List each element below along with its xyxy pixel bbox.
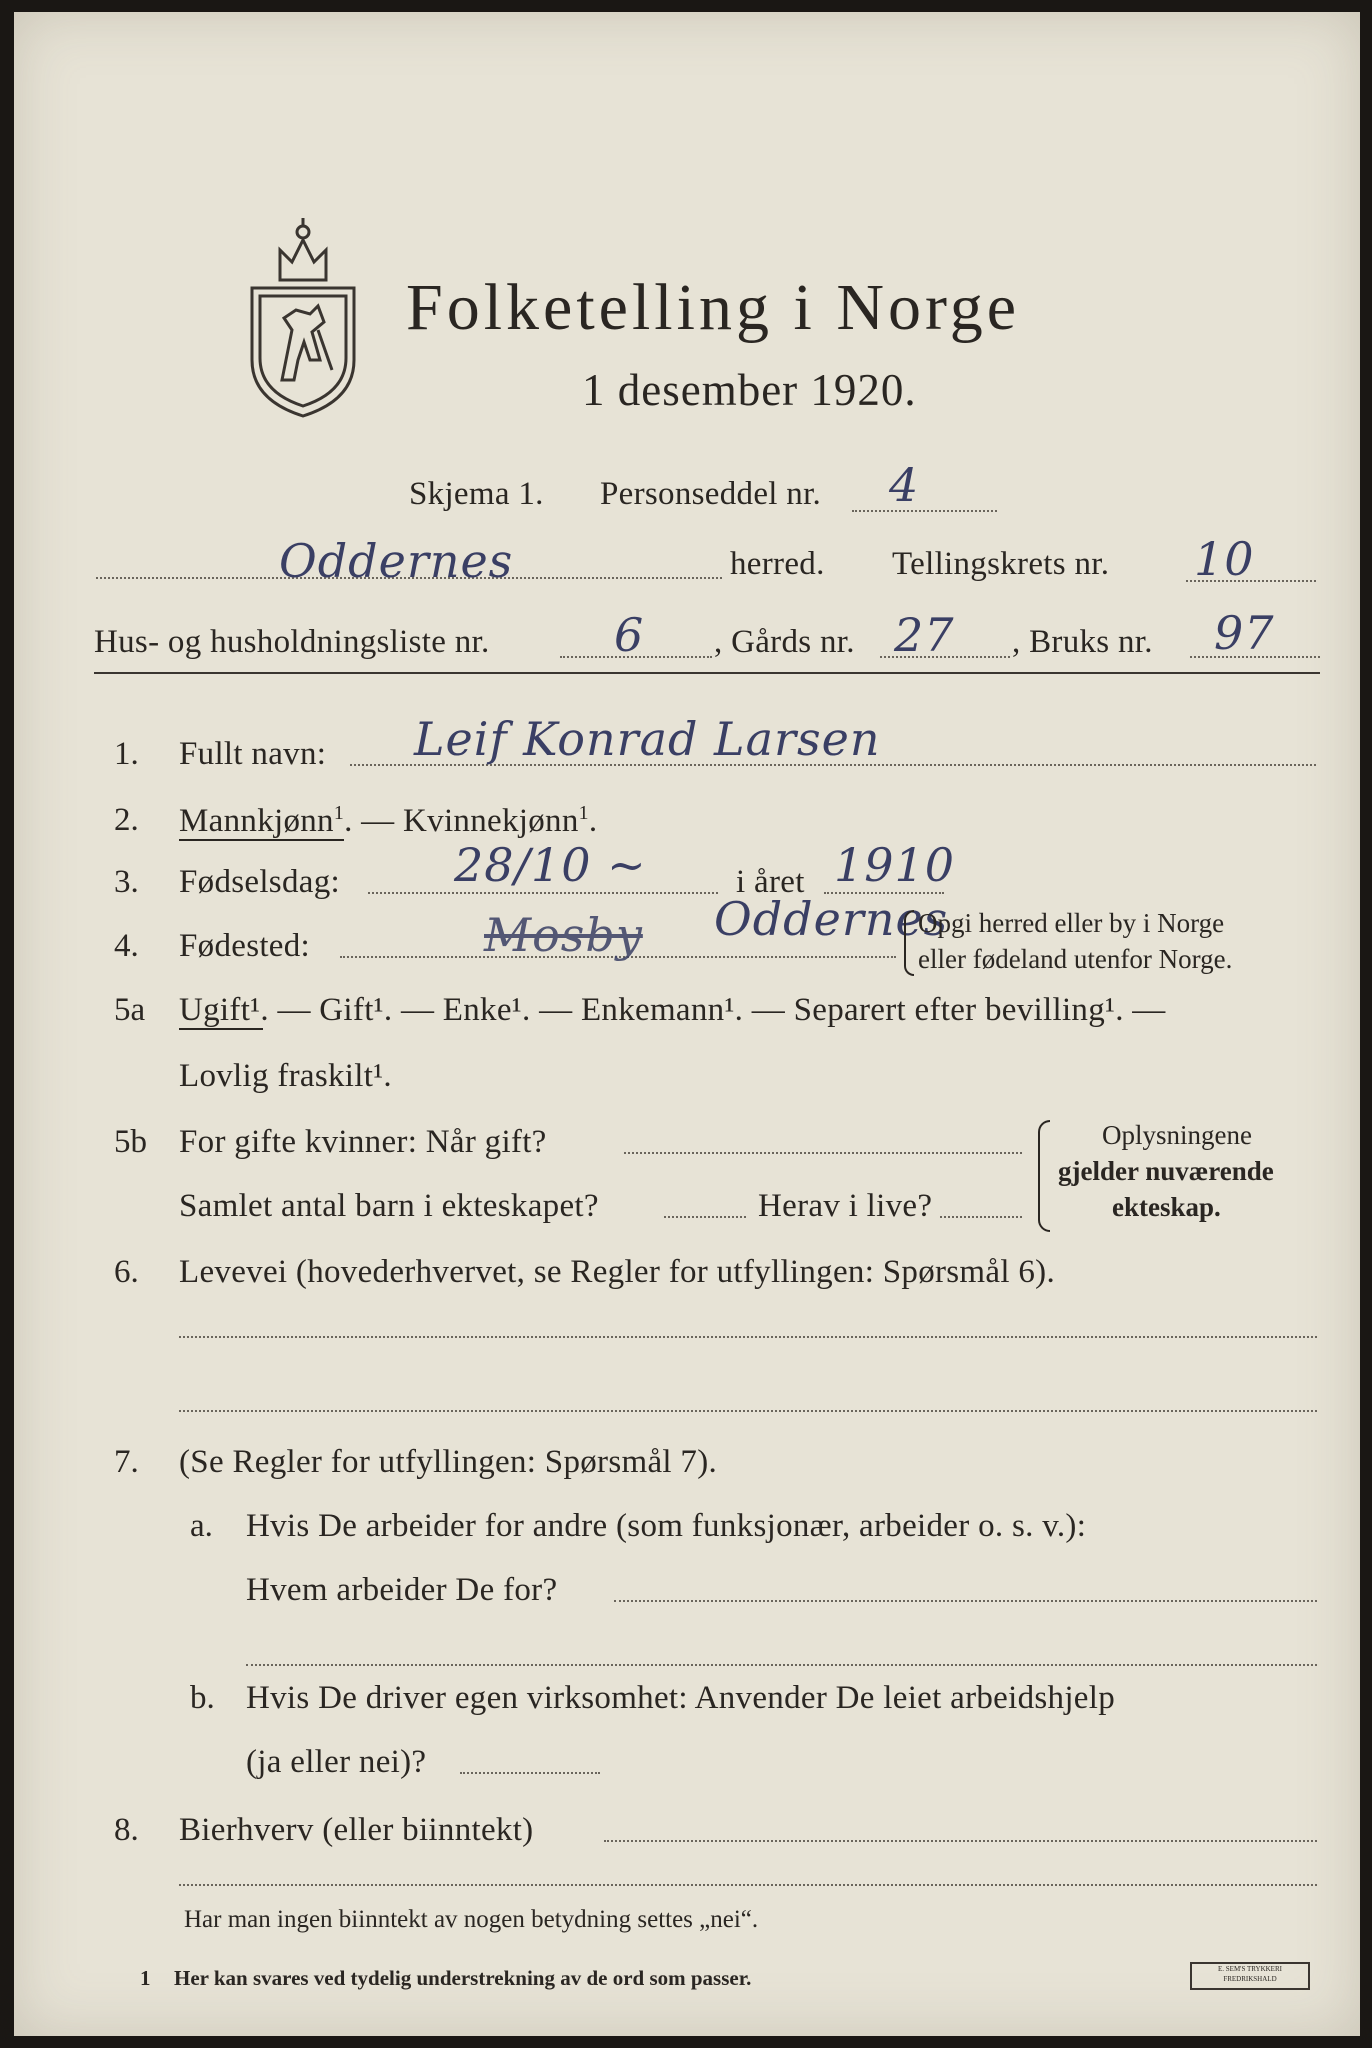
side-income-line-2[interactable] [179,1884,1317,1886]
hired-help-line[interactable] [460,1772,600,1774]
schema-label: Skjema 1. [409,476,544,512]
children-total-line [664,1216,746,1218]
personseddel-line [852,510,997,512]
q5b-children-total: Samlet antal barn i ekteskapet? [179,1188,599,1224]
occupation-line-2[interactable] [179,1410,1317,1412]
footer-note: Har man ingen biinntekt av nogen betydning settes „nei“. [184,1906,759,1933]
q2-options: Mannkjønn$^1$. — Kvinnekjønn$^1$. [179,802,598,839]
birthplace-note-2: eller fødeland utenfor Norge. [918,944,1233,974]
q7b-text: Hvis De driver egen virksomhet: Anvender De leiet arbeidshjelp [246,1680,1116,1716]
personseddel-label: Personseddel nr. [600,476,822,512]
q1-number: 1. [114,736,139,772]
footnote-text: Her kan svares ved tydelig understrekning av de ord som passer. [174,1966,752,1990]
q7a-text: Hvis De arbeider for andre (som funksjonær, arbeider o. s. v.): [246,1508,1087,1544]
q8-number: 8. [114,1812,139,1848]
side-income-line[interactable] [604,1840,1317,1842]
birth-year-value[interactable]: 1910 [834,838,956,892]
employer-line-2[interactable] [246,1664,1317,1666]
gards-label: , Gårds nr. [714,624,855,660]
option-female[interactable]: Kvinnekjønn$^1$ [403,802,589,839]
children-alive-line [940,1216,1022,1218]
tellingskrets-value[interactable]: 10 [1194,532,1255,586]
q2-number: 2. [114,802,139,838]
herred-value[interactable]: Oddernes [279,534,514,588]
gards-value[interactable]: 27 [894,608,955,662]
q3-label: Fødselsdag: [179,864,340,900]
q5b-number: 5b [114,1124,147,1160]
ugift-underline [179,1028,263,1030]
marital-status-options-2[interactable]: Lovlig fraskilt¹. [179,1058,392,1094]
note-brace-2 [1038,1120,1050,1232]
q7-number: 7. [114,1444,139,1480]
footnote-mark: 1 [140,1966,151,1990]
personseddel-value[interactable]: 4 [889,458,920,512]
q5b-note-3: ekteskap. [1112,1192,1221,1222]
q7a-letter: a. [190,1508,213,1544]
q5a-number: 5a [114,992,146,1028]
option-male-selected[interactable]: Mannkjønn$^1$ [179,802,345,839]
full-name-value[interactable]: Leif Konrad Larsen [414,712,881,766]
printer-stamp: E. SEM'S TRYKKERI FREDRIKSHALD [1190,1962,1310,1990]
q3-number: 3. [114,864,139,900]
note-brace [904,910,914,976]
birthplace-value[interactable]: Oddernes [714,892,949,946]
employer-line[interactable] [614,1600,1317,1602]
q4-label: Fødested: [179,928,311,964]
husholdningsliste-value[interactable]: 6 [614,608,645,662]
bruks-value[interactable]: 97 [1214,606,1275,660]
census-form-page [14,12,1360,2036]
husholdningsliste-label: Hus- og husholdningsliste nr. [94,624,490,660]
tellingskrets-label: Tellingskrets nr. [892,546,1110,582]
q7-text: (Se Regler for utfyllingen: Spørsmål 7). [179,1444,718,1480]
header-divider [94,672,1320,674]
q5b-children-alive: Herav i live? [758,1188,933,1224]
census-date: 1 desember 1920. [582,365,917,415]
birthdate-value[interactable]: 28/10 ~ [454,838,647,892]
birthdate-line [368,892,718,894]
q7b-letter: b. [190,1680,215,1716]
form-title: Folketelling i Norge [406,271,1021,344]
q6-number: 6. [114,1254,139,1290]
q6-text: Levevei (hovederhvervet, se Regler for utfyllingen: Spørsmål 6). [179,1254,1056,1290]
birthplace-struck-value: Mosby [484,908,643,962]
norwegian-coat-of-arms-icon [240,210,366,420]
q5b-note-1: Oplysningene [1102,1120,1252,1150]
q1-label: Fullt navn: [179,736,327,772]
q4-number: 4. [114,928,139,964]
birthplace-note-1: Opgi herred eller by i Norge [918,908,1225,938]
q3-year-label: i året [736,864,805,900]
marital-status-options[interactable]: Ugift¹. — Gift¹. — Enke¹. — Enkemann¹. — Separert efter bevilling¹. — [179,992,1166,1028]
q8-text: Bierhverv (eller biinntekt) [179,1812,534,1848]
married-when-line [624,1152,1022,1154]
q5b-note-2: gjelder nuværende [1058,1156,1274,1186]
q5b-married-when: For gifte kvinner: Når gift? [179,1124,547,1160]
occupation-line-1[interactable] [179,1336,1317,1338]
herred-label: herred. [730,546,825,582]
q7a-employer-label: Hvem arbeider De for? [246,1572,558,1608]
q7b-yes-no-label: (ja eller nei)? [246,1744,427,1780]
bruks-label: , Bruks nr. [1012,624,1153,660]
